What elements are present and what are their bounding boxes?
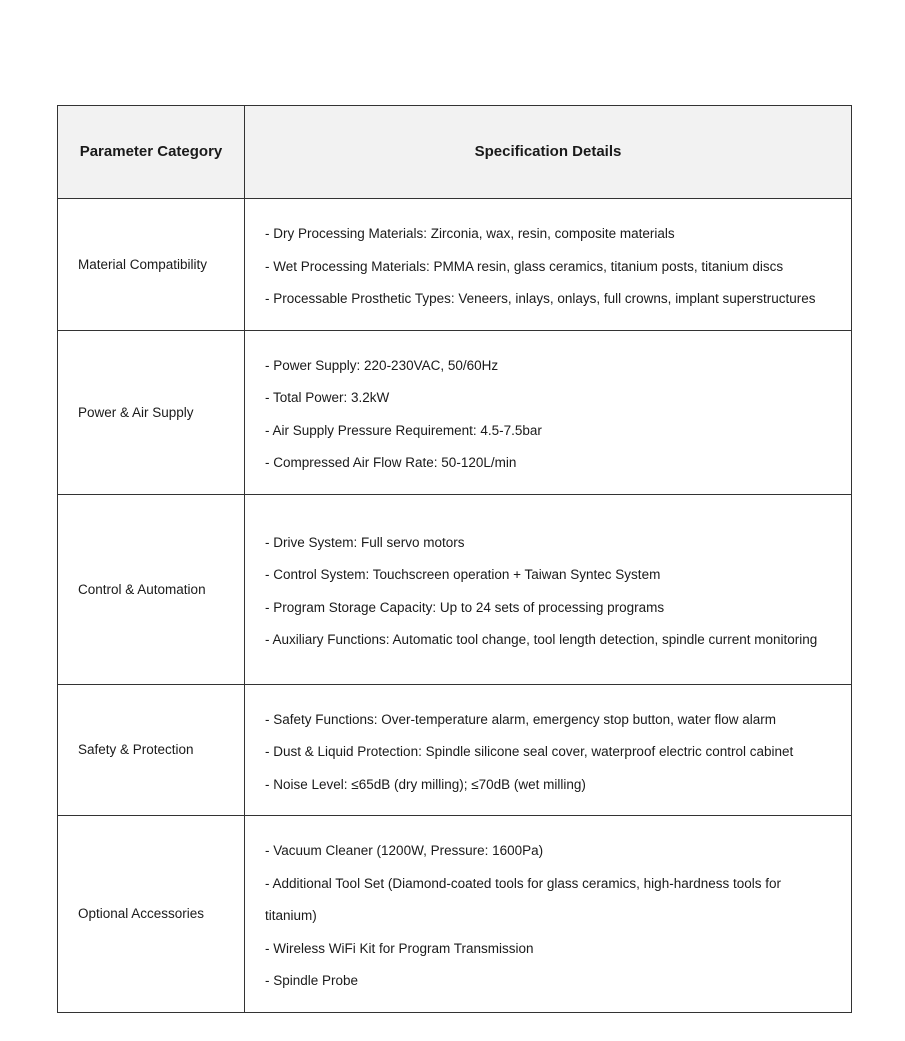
table-row (58, 330, 852, 494)
detail-line: - Wireless WiFi Kit for Program Transmission (265, 940, 534, 956)
detail-line: - Dry Processing Materials: Zirconia, wax, resin, composite materials (265, 226, 675, 241)
detail-line: - Control System: Touchscreen operation + Taiwan Syntec System (265, 567, 661, 582)
table-row (58, 816, 852, 1013)
row-details (245, 816, 852, 1013)
spec-table (57, 105, 852, 1013)
row-category: Control & Automation (58, 494, 245, 684)
detail-line: - Additional Tool Set (Diamond-coated tools for glass ceramics, high-hardness tools for titanium) (265, 875, 782, 923)
header-category: Parameter Category (58, 106, 245, 199)
detail-line: - Power Supply: 220-230VAC, 50/60Hz (265, 357, 499, 373)
row-category: Safety & Protection (58, 684, 245, 816)
row-category: Material Compatibility (58, 199, 245, 331)
detail-line: - Vacuum Cleaner (1200W, Pressure: 1600Pa) (265, 843, 544, 858)
row-details (245, 684, 852, 816)
detail-line: - Program Storage Capacity: Up to 24 sets of processing programs (265, 599, 665, 615)
row-details (245, 330, 852, 494)
detail-line: - Safety Functions: Over-temperature alarm, emergency stop button, water flow alarm (265, 711, 776, 727)
header-details: Specification Details (245, 106, 852, 199)
row-category: Optional Accessories (58, 816, 245, 1013)
row-details (245, 494, 852, 684)
detail-line: - Processable Prosthetic Types: Veneers, inlays, onlays, full crowns, implant superstructures (265, 291, 816, 306)
detail-line: - Dust & Liquid Protection: Spindle silicone seal cover, waterproof electric control cabinet (265, 744, 794, 759)
table-header-row (58, 106, 852, 199)
detail-line: - Spindle Probe (265, 973, 359, 988)
table-row (58, 199, 852, 331)
detail-line: - Total Power: 3.2kW (265, 390, 390, 405)
detail-line: - Compressed Air Flow Rate: 50-120L/min (265, 455, 517, 470)
detail-line: - Wet Processing Materials: PMMA resin, glass ceramics, titanium posts, titanium discs (265, 258, 784, 274)
table-row (58, 684, 852, 816)
detail-line: - Auxiliary Functions: Automatic tool change, tool length detection, spindle current monitoring (265, 632, 818, 647)
detail-line: - Noise Level: ≤65dB (dry milling); ≤70dB (wet milling) (265, 776, 586, 792)
table-row (58, 494, 852, 684)
detail-line: - Drive System: Full servo motors (265, 534, 465, 550)
row-details (245, 199, 852, 331)
detail-line: - Air Supply Pressure Requirement: 4.5-7.5bar (265, 422, 542, 438)
row-category: Power & Air Supply (58, 330, 245, 494)
